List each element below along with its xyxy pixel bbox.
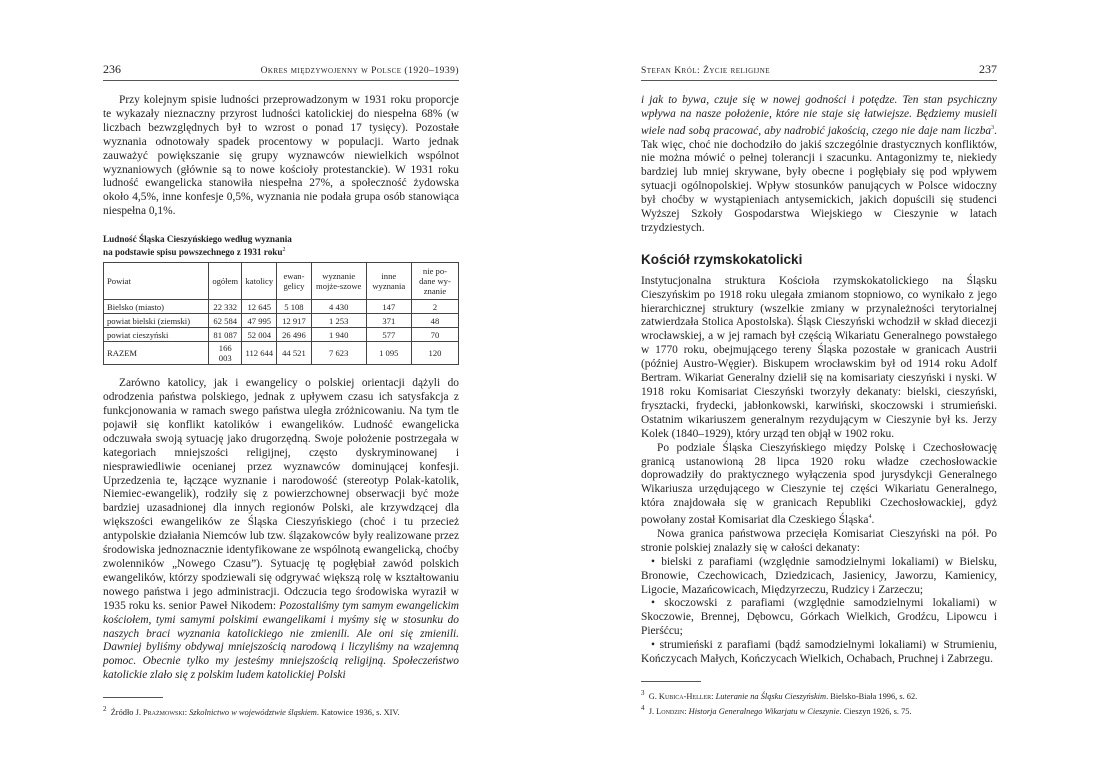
- footnote-separator: [103, 697, 163, 698]
- table-cell: 1 253: [311, 314, 366, 328]
- table-cell: 112 644: [242, 342, 277, 365]
- footnote: $^3$ G. Kubica-Heller: Luteranie na Śląsku Cieszyńskim. Bielsko-Biała 1996, s. 62.: [641, 688, 918, 701]
- column-header: katolicy: [242, 263, 277, 300]
- list-item: • strumieński z parafiami (bądź samodzielnymi lokaliami) w Strumieniu, Kończycach Małych, Kończycach Wielkich, Ochabach, Pruchnej i Zabrzegu.: [641, 639, 997, 666]
- paragraph: Instytucjonalna struktura Kościoła rzymskokatolickiego na Śląsku Cieszyńskim po 1918 roku ulegała zmianom stopniowo, co wynikało z jego hierarchicznej struktury (wszelkie zmiany w przynależności terytorialnej zatwierdzała Stolica Apostolska). Śląsk Cieszyński wchodził w skład diecezji wrocławskiej, a w jej ramach był częścią Wikariatu Generalnego powstałego w 1770 roku, obejmującego tereny Śląska pozostałe w granicach Austrii (później Austro-Węgier). Biskupem wrocławskim był od 1914 roku Adolf Bertram. Wikariat Generalny dzielił się na komisariaty cieszyński i nyski. W 1918 roku Komisariat Cieszyński tworzyły dekanaty: bielski, cieszyński, frysztacki, frydecki, jabłonkowski, karwiński, skoczowski i strumieński. Ostatnim wikariuszem generalnym rezydującym w Cieszynie był ks. Jerzy Kolek (1840–1929), który urząd ten objął w 1902 roku.: [641, 274, 997, 440]
- table-cell: 166 003: [209, 342, 242, 365]
- table-row: [104, 314, 459, 328]
- right-body-text: [641, 94, 997, 667]
- paragraph: i jak to bywa, czuje się w nowej godności i potędze. Ten stan psychiczny wpływa na nasze położenie, które nie staje się łatwiejsze. Będziemy musieli wiele nad sobą pracować, aby nadrobić jakością, czego nie daje nam liczba$^3$. Tak więc, choć nie dochodziło do jakiś szczególnie drastycznych konfliktów, nie można mówić o pełnej tolerancji i szacunku. Antagonizmy te, niekiedy bardziej lub mniej skrywane, były obecne i pogłębiały się pod wpływem sytuacji ogólnopolskiej. Wpływ stosunków panujących w Polsce widoczny był choćby w wystąpieniach antysemickich, jakich dopuścili się studenci Wyższej Szkoły Gospodarstwa Wiejskiego w Cieszynie w latach trzydziestych.: [641, 94, 997, 234]
- table-cell: 2: [411, 300, 458, 314]
- paragraph: Po podziale Śląska Cieszyńskiego między Polskę i Czechosłowację granicą ustanowioną 28 lipca 1920 roku władze czechosłowackie doprowadziły do praktycznego wyłączenia spod jurysdykcji Generalnego Wikariusza urzędującego w Cieszynie tej części Wikariatu Generalnego, która znajdowała się w granicach Republiki Czechosłowackiej, gdyż powołany został Komisariat dla Czeskiego Śląska$^4$.: [641, 441, 997, 526]
- table-cell: powiat cieszyński: [104, 328, 209, 342]
- right-page-header: [641, 62, 997, 81]
- left-page: [103, 62, 459, 718]
- table-header-row: [104, 263, 459, 300]
- table-cell: 5 108: [277, 300, 312, 314]
- table-cell: 26 496: [277, 328, 312, 342]
- table-cell: 12 645: [242, 300, 277, 314]
- table-cell: 371: [366, 314, 411, 328]
- table-cell: 577: [366, 328, 411, 342]
- left-body-text: [103, 94, 459, 683]
- right-page: [641, 62, 997, 717]
- table-cell: 120: [411, 342, 458, 365]
- table-cell: 7 623: [311, 342, 366, 365]
- column-header: ewan-gelicy: [277, 263, 312, 300]
- list-item: • bielski z parafiami (względnie samodzielnymi lokaliami) w Bielsku, Bronowie, Czechowicach, Dziedzicach, Jasienicy, Jaworzu, Kamienicy, Ligocie, Mazańcowicach, Międzyrzeczu, Rudzicy i Zarzeczu;: [641, 555, 997, 596]
- population-table: [103, 262, 459, 365]
- table-cell: 147: [366, 300, 411, 314]
- table-cell: RAZEM: [104, 342, 209, 365]
- column-header: nie po-dane wy-znanie: [411, 263, 458, 300]
- list-item: • skoczowski z parafiami (względnie samodzielnymi lokaliami) w Skoczowie, Brennej, Dębowcu, Górkach Wielkich, Grodźcu, Lipowcu i Pierśćcu;: [641, 597, 997, 638]
- table-cell: 22 332: [209, 300, 242, 314]
- paragraph: Przy kolejnym spisie ludności przeprowadzonym w 1931 roku proporcje te wykazały nieznaczny przyrost ludności katolickiej do niespełna 68% (w liczbach bezwzględnych był to wzrost o ponad 17 tysięcy). Pozostałe wyznania odnotowały spadek procentowy w populacji. Warto jednak zauważyć powiększanie się grupy wyznawców niewielkich wspólnot wyznaniowych (głównie są to nowe kościoły protestanckie). W 1931 roku ludność ewangelicka stanowiła niespełna 27%, a społeczność żydowska około 4,5%, inne konfesje 0,5%, wyznania nie podała grupa osób stanowiąca niespełna 0,1%.: [103, 94, 459, 218]
- table-caption: Ludność Śląska Cieszyńskiego według wyznania na podstawie spisu powszechnego z 1931 roku$^2$: [103, 234, 292, 258]
- paragraph: Zarówno katolicy, jak i ewangelicy o polskiej orientacji dążyli do odrodzenia państwa polskiego, jednak z upływem czasu ich satysfakcja z funkcjonowania w ramach swego państwa uległa zróżnicowaniu. Na tym tle pojawił się konflikt katolików i ewangelików. Ludność ewangelicka odczuwała swoją sytuację jako drugorzędną. Swoje położenie postrzegała w kategoriach mniejszości religijnej, często dyskryminowanej i niesprawiedliwie ocenianej przez wyznawców dominującej konfesji. Uprzedzenia te, łączące wyznanie i narodowość (stereotyp Polak-katolik, Niemiec-ewangelik), rodziły się z powierzchownej obserwacji być może bardziej uzasadnionej dla innych regionów Polski, ale krzywdzącej dla większości ewangelików ze Śląska Cieszyńskiego (choć i tu przecież antypolskie działania Niemców lub tzw. ślązakowców były realizowane przez środowiska jednoznacznie identyfikowane ze wspólnotą ewangelicką, choćby zwolenników „Nowego Czasu”). Sytuację tę pogłębiał zawód polskich ewangelików, którzy spodziewali się odgrywać większą rolę w kształtowaniu nowego państwa i jego administracji. Odczucia tego środowiska wyraził w 1935 roku ks. senior Paweł Nikodem: Pozostaliśmy tym samym ewangelickim kościołem, tymi samymi polskimi ewangelikami i myśmy się w stosunku do naszych braci wyznania katolickiego nie zmienili. Ale oni się zmienili. Dawniej byliśmy obdywaj mniejszością narodową i liczyliśmy na wzajemną pomoc. Obecnie tylko my jesteśmy mniejszością religijną. Społeczeństwo katolickie zlało się z polskim ludem katolickiej Polski: [103, 377, 460, 682]
- column-header: ogółem: [209, 263, 242, 300]
- page-number: 237: [979, 62, 997, 76]
- table-cell: 1 095: [366, 342, 411, 365]
- running-head: Okres międzywojenny w Polsce (1920–1939): [260, 66, 459, 76]
- table-row: [104, 300, 459, 314]
- footnote-separator: [641, 681, 701, 682]
- table-cell: Bielsko (miasto): [104, 300, 209, 314]
- table-row-total: [104, 342, 459, 365]
- table-cell: 52 004: [242, 328, 277, 342]
- table-cell: 47 995: [242, 314, 277, 328]
- table-cell: 62 584: [209, 314, 242, 328]
- table-cell: 70: [411, 328, 458, 342]
- table-cell: 44 521: [277, 342, 312, 365]
- column-header: inne wyznania: [366, 263, 411, 300]
- left-page-header: [103, 62, 459, 81]
- table-cell: 4 430: [311, 300, 366, 314]
- table-row: [104, 328, 459, 342]
- column-header: Powiat: [104, 263, 209, 300]
- table-cell: 48: [411, 314, 458, 328]
- column-header: wyznanie mojże-szowe: [311, 263, 366, 300]
- table-cell: 12 917: [277, 314, 312, 328]
- section-heading: Kościół rzymskokatolicki: [641, 251, 803, 267]
- paragraph: Nowa granica państwowa przecięła Komisariat Cieszyński na pół. Po stronie polskiej znalazły się w całości dekanaty:: [641, 527, 997, 554]
- table-cell: 81 087: [209, 328, 242, 342]
- footnote: $^4$ J. Londzin: Historja Generalnego Wikarjatu w Cieszynie. Cieszyn 1926, s. 75.: [641, 703, 912, 716]
- table-cell: powiat bielski (ziemski): [104, 314, 209, 328]
- page-number: 236: [103, 62, 121, 76]
- footnote: $^2$ Źródło J. Prażmowski: Szkolnictwo w województwie śląskiem. Katowice 1936, s. XIV.: [103, 705, 400, 717]
- table-cell: 1 940: [311, 328, 366, 342]
- running-head: Stefan Król: Życie religijne: [641, 66, 771, 76]
